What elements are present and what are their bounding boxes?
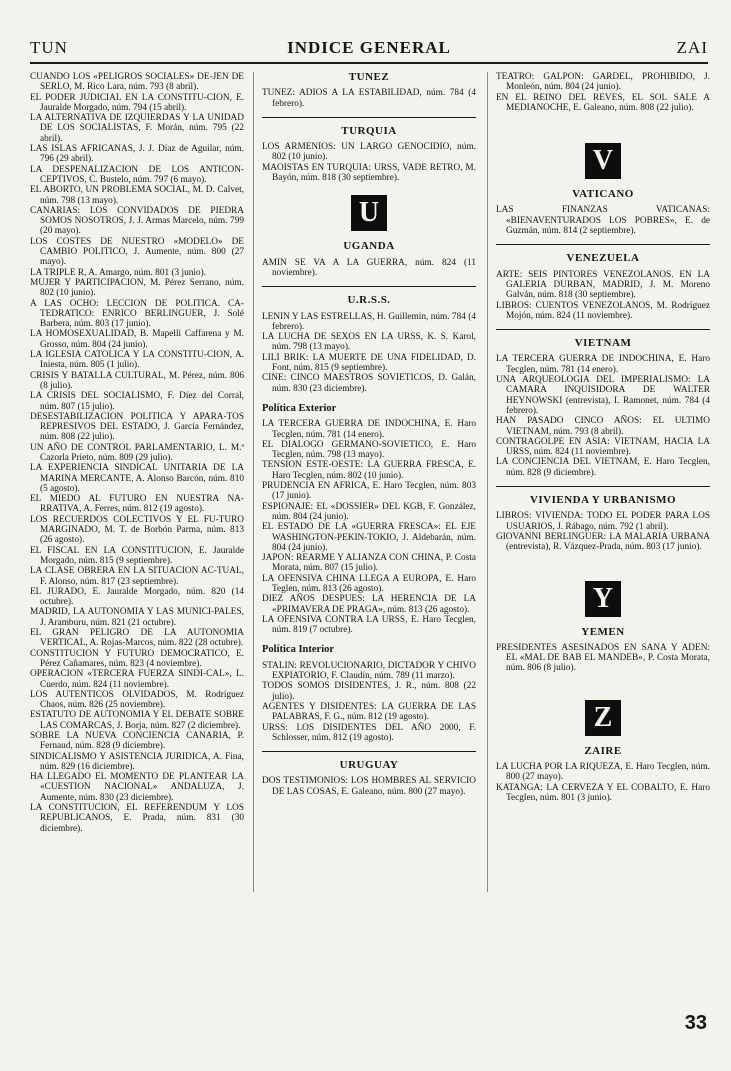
entry-list-vietnam [496,354,710,478]
index-entry: OPERACION «TERCERA FUERZA SINDI-CAL», L. Cuerdo, núm. 824 (11 noviembre). [30,669,244,690]
index-entry: LIBROS: CUENTOS VENEZOLANOS, M. Rodríguez Mojón, núm. 824 (11 noviembre). [496,300,710,321]
index-entry: LA CRISIS DEL SOCIALISMO, F. Díez del Corral, núm. 807 (15 julio). [30,391,244,412]
column-divider [253,72,254,892]
index-entry: CRISIS Y BATALLA CULTURAL, M. Pérez, núm. 806 (8 julio). [30,370,244,391]
index-entry: EL DIALOGO GERMANO-SOVIETICO, E. Haro Tecglen, núm. 798 (13 mayo). [262,439,476,461]
section-title-urss: U.R.S.S. [347,294,391,307]
section-rule [496,486,710,487]
index-entry: SOBRE LA NUEVA CONCIENCIA CANARIA, P. Fernaud, núm. 828 (9 diciembre). [30,731,244,752]
entry-list-uruguay [262,776,476,797]
entry-list-tunez [262,88,476,109]
index-entry: LOS COSTES DE NUESTRO «MODELO» DE CAMBIO POLITICO, J. Aumente, núm. 800 (27 mayo). [30,236,244,268]
index-entry: STALIN: REVOLUCIONARIO, DICTADOR Y CHIVO EXPIATORIO, F. Claudín, núm. 789 (11 marzo). [262,660,476,682]
entry-list-urss [262,312,476,394]
entry-list-venezuela [496,270,710,321]
index-entry: TEATRO: GALPON: GARDEL, PROHIBIDO, J. Monleón, núm. 804 (24 junio). [496,72,710,93]
index-entry: LA CLASE OBRERA EN LA SITUACION AC-TUAL, F. Alonso, núm. 817 (23 septiembre). [30,566,244,587]
index-entry: LOS ARMENIOS: UN LARGO GENOCIDIO, núm. 802 (10 junio). [262,142,476,163]
index-entry: LILI BRIK: LA MUERTE DE UNA FIDELIDAD, D. Font, núm. 815 (9 septiembre). [262,352,476,374]
subsection-title-exterior: Política Exterior [262,402,337,414]
column-2 [262,72,476,797]
index-entry: EL JURADO, E. Jauralde Morgado, núm. 820 (14 octubre). [30,586,244,608]
index-entry: LA TRIPLE R, A. Amargo, núm. 801 (3 junio). [30,267,207,278]
index-entry: LAS FINANZAS VATICANAS: «BIENAVENTURADOS LOS POBRES», E. de Guzmán, núm. 814 (2 septiembre). [496,205,710,237]
index-entry: SINDICALISMO Y ASISTENCIA JURIDICA, A. Fina, núm. 829 (16 diciembre). [30,751,244,772]
column-3 [496,72,710,803]
entry-list-exterior [262,419,476,635]
index-entry: LA ALTERNATIVA DE IZQUIERDAS Y LA UNIDAD DE LOS SOCIALISTAS, F. Morán, núm. 795 (22 abril). [30,113,244,144]
index-entry: LOS AUTENTICOS OLVIDADOS, M. Rodríguez Chaos, núm. 826 (25 noviembre). [30,689,244,711]
entry-list-vaticano [496,205,710,236]
index-entry: LIBROS: VIVIENDA: TODO EL PODER PARA LOS USUARIOS, J. Rábago, núm. 792 (1 abril). [496,511,710,532]
section-title-vietnam: VIETNAM [574,337,632,350]
index-entry: DIEZ AÑOS DESPUES: LA HERENCIA DE LA «PRIMAVERA DE PRAGA», núm. 813 (26 agosto). [262,594,476,615]
index-entry: HA LLEGADO EL MOMENTO DE PLANTEAR LA «CUESTION NACIONAL» ANDALUZA, J. Aumente, núm. 830 (23 diciembre). [30,772,244,803]
index-entry: GIOVANNI BERLINGUER: LA MALARIA URBANA (entrevista), R. Vázquez-Prada, núm. 803 (17 junio). [496,531,710,553]
header-right: ZAI [676,38,708,57]
index-entry: LA DESPENALIZACION DE LOS ANTICON-CEPTIVOS, C. Bustelo, núm. 797 (6 mayo). [30,164,244,185]
letter-v-block: V [585,143,621,179]
index-entry: LA LUCHA DE SEXOS EN LA URSS, K. S. Karol, núm. 798 (13 mayo). [262,332,476,353]
section-title-tunez: TUNEZ [348,71,390,83]
index-entry: LENIN Y LAS ESTRELLAS, H. Guillemin, núm. 784 (4 febrero). [262,311,476,332]
index-entry: KATANGA: LA CERVEZA Y EL COBALTO, E. Haro Tecglen, núm. 801 (3 junio). [496,782,710,803]
index-entry: EL MIEDO AL FUTURO EN NUESTRA NA-RRATIVA, A. Ferres, núm. 812 (19 agosto). [30,494,244,515]
index-entry: MAOISTAS EN TURQUIA: URSS, VADE RETRO, M. Bayón, núm. 818 (30 septiembre). [262,162,476,184]
index-entry: PRUDENCIA EN AFRICA, E. Haro Tecglen, núm. 803 (17 junio). [262,481,476,502]
index-entry: TUNEZ: ADIOS A LA ESTABILIDAD, núm. 784 (4 febrero). [262,88,476,109]
index-entry: LA IGLESIA CATOLICA Y LA CONSTITU-CION, A. Iniesta, núm. 805 (1 julio). [30,350,244,371]
index-entry: UN AÑO DE CONTROL PARLAMENTARIO, L. M.ª Cazorla Prieto, núm. 809 (29 julio). [30,442,244,463]
subsection-title-interior: Política Interior [262,644,335,656]
index-entry: CONSTITUCION Y FUTURO DEMOCRATICO, E. Pérez Cañamares, núm. 823 (4 noviembre). [30,648,244,669]
entry-list-uganda [262,258,476,279]
index-entry: ESTATUTO DE AUTONOMIA Y EL DEBATE SOBRE LAS COMARCAS, J. Borja, núm. 827 (2 diciembre). [30,710,244,731]
letter-y-block: Y [585,581,621,617]
index-entry: AGENTES Y DISIDENTES: LA GUERRA DE LAS PALABRAS, F. G., núm. 812 (19 agosto). [262,701,476,723]
index-entry: LA TERCERA GUERRA DE INDOCHINA, E. Haro Tecglen, núm. 781 (14 enero). [496,354,710,375]
entry-list-yemen [496,643,710,674]
index-entry: CINE: CINCO MAESTROS SOVIETICOS, D. Galán, núm. 830 (23 diciembre). [262,373,476,394]
column-divider [487,72,488,892]
index-entry: TENSION ESTE-OESTE: LA GUERRA FRESCA, E. Haro Tecglen, núm. 802 (10 junio). [262,460,476,481]
letter-u-block: U [351,195,387,231]
index-entry: EL GRAN PELIGRO DE LA AUTONOMIA VERTICAL, A. Rojas-Marcos, núm. 822 (28 octubre). [30,628,244,649]
index-entry: A LAS OCHO: LECCION DE POLITICA. CA-TEDRATICO: ENRICO BERLINGUER, J. Solé Barbera, núm. 803 (17 junio). [30,298,244,330]
index-entry: LA EXPERIENCIA SINDICAL UNITARIA DE LA MARINA MERCANTE, A. Alonso Barcón, núm. 810 (5 agosto). [30,463,244,494]
section-title-venezuela: VENEZUELA [566,252,640,265]
index-entry: LA OFENSIVA CONTRA LA URSS, E. Haro Tecglen, núm. 819 (7 octubre). [262,614,476,636]
index-entry: MADRID, LA AUTONOMIA Y LAS MUNICI-PALES, J. Aramburu, núm. 821 (21 octubre). [30,607,244,628]
column-1 [30,72,244,834]
entry-list-interior [262,661,476,743]
page-title: INDICE GENERAL [287,38,451,57]
section-rule [262,751,476,752]
index-entry: EN EL REINO DEL REVES, EL SOL SALE A MEDIANOCHE, E. Galeano, núm. 808 (22 julio). [496,92,710,113]
letter-z-block: Z [585,700,621,736]
entry-list-continued [496,72,710,113]
entry-list-turquia [262,142,476,183]
index-entry: PRESIDENTES ASESINADOS EN SANA Y ADEN: EL «MAL DE BAB EL MANDEB», P. Costa Morata, núm. 806 (8 julio). [496,642,710,674]
index-entry: LOS RECUERDOS COLECTIVOS Y EL FU-TURO MARGINADO, M. T. de Borbón Parma, núm. 813 (26 agosto). [30,514,244,546]
index-entry: AMIN SE VA A LA GUERRA, núm. 824 (11 noviembre). [262,257,476,278]
section-title-uruguay: URUGUAY [339,759,399,772]
index-entry: LA HOMOSEXUALIDAD, B. Mapelli Caffarena y M. Grosso, núm. 804 (24 junio). [30,329,244,350]
section-title-zaire: ZAIRE [584,744,622,757]
index-entry: CUANDO LOS «PELIGROS SOCIALES» DE-JEN DE SERLO, M. Rico Lara, núm. 793 (8 abril). [30,72,244,93]
index-entry: LA CONCIENCIA DEL VIETNAM, E. Haro Tecglen, núm. 828 (9 diciembre). [496,457,710,478]
index-entry: EL PODER JUDICIAL EN LA CONSTITU-CION, E. Jauralde Morgado, núm. 794 (15 abril). [30,92,244,113]
index-entry: DOS TESTIMONIOS: LOS HOMBRES AL SERVICIO DE LAS COSAS, E. Galeano, núm. 800 (27 mayo). [262,776,476,797]
index-entry: ESPIONAJE: EL «DOSSIER» DEL KGB, F. González, núm. 804 (24 junio). [262,501,476,522]
index-entry: TODOS SOMOS DISIDENTES, J. R., núm. 808 (22 julio). [262,681,476,702]
header-left: TUN [30,38,68,57]
index-entry: DESESTABILIZACION POLITICA Y APARA-TOS REPRESIVOS DEL ESTADO, J. García Fernández, núm. 808 (22 julio). [30,411,244,443]
index-entry: MUJER Y PARTICIPACION, M. Pérez Serrano, núm. 802 (10 junio). [30,277,244,299]
index-entry: HAN PASADO CINCO AÑOS: EL ULTIMO VIETNAM, núm. 793 (8 abril). [496,416,710,437]
section-rule [262,286,476,287]
index-entry: CANARIAS: LOS CONVIDADOS DE PIEDRA SOMOS NOSOTROS, J. J. Armas Marcelo, núm. 799 (20 mayo). [30,205,244,237]
index-entry: EL ESTADO DE LA «GUERRA FRESCA»: EL EJE WASHINGTON-PEKIN-TOKIO, J. Aldebarán, núm. 804 (24 junio). [262,522,476,553]
section-title-yemen: YEMEN [581,625,625,638]
page-header [30,38,708,64]
section-title-turquia: TURQUIA [341,124,397,137]
index-entry: LA CONSTITUCION, EL REFERENDUM Y LOS REPUBLICANOS, E. Prada, núm. 831 (30 diciembre). [30,803,244,834]
index-entry: LAS ISLAS AFRICANAS, J. J. Díaz de Aguilar, núm. 796 (29 abril). [30,144,244,165]
index-entry: EL FISCAL EN LA CONSTITUCION, E. Jauralde Morgado, núm. 815 (9 septiembre). [30,545,244,566]
entry-list-vivienda [496,511,710,552]
section-title-vaticano: VATICANO [572,188,634,201]
index-entry: LA OFENSIVA CHINA LLEGA A EUROPA, E. Haro Teglen, núm. 813 (26 agosto). [262,573,476,594]
index-entry: LA TERCERA GUERRA DE INDOCHINA, E. Haro Tecglen, núm. 781 (14 enero). [262,419,476,440]
index-entry: CONTRAGOLPE EN ASIA: VIETNAM, HACIA LA URSS, núm. 824 (11 noviembre). [496,436,710,458]
section-rule [496,329,710,330]
index-entry: ARTE: SEIS PINTORES VENEZOLANOS. EN LA GALERIA DURBAN, MADRID, J. M. Moreno Galván, núm. 818 (30 septiembre). [496,269,710,301]
page-number: 33 [684,1012,707,1034]
section-rule [262,117,476,118]
section-title-vivienda: VIVIENDA Y URBANISMO [529,494,677,507]
section-title-uganda: UGANDA [343,240,395,253]
index-entry: URSS: LOS DISIDENTES DEL AÑO 2000, F. Schlosser, núm. 812 (19 agosto). [262,722,476,743]
entry-list-zaire [496,762,710,803]
section-rule [496,244,710,245]
index-entry: UNA ARQUEOLOGIA DEL IMPERIALISMO: LA CAMARA INQUISIDORA DE WALTER HEYNOWSKI (entrevista), I. Ramonet, núm. 784 (4 febrero). [496,375,710,416]
index-entry: JAPON: REARME Y ALIANZA CON CHINA, P. Costa Morata, núm. 807 (15 julio). [262,553,476,574]
index-entry: EL ABORTO, UN PROBLEMA SOCIAL, M. D. Calvet, núm. 798 (13 mayo). [30,185,244,206]
index-entry: LA LUCHA POR LA RIQUEZA, E. Haro Tecglen, núm. 800 (27 mayo). [496,761,710,783]
